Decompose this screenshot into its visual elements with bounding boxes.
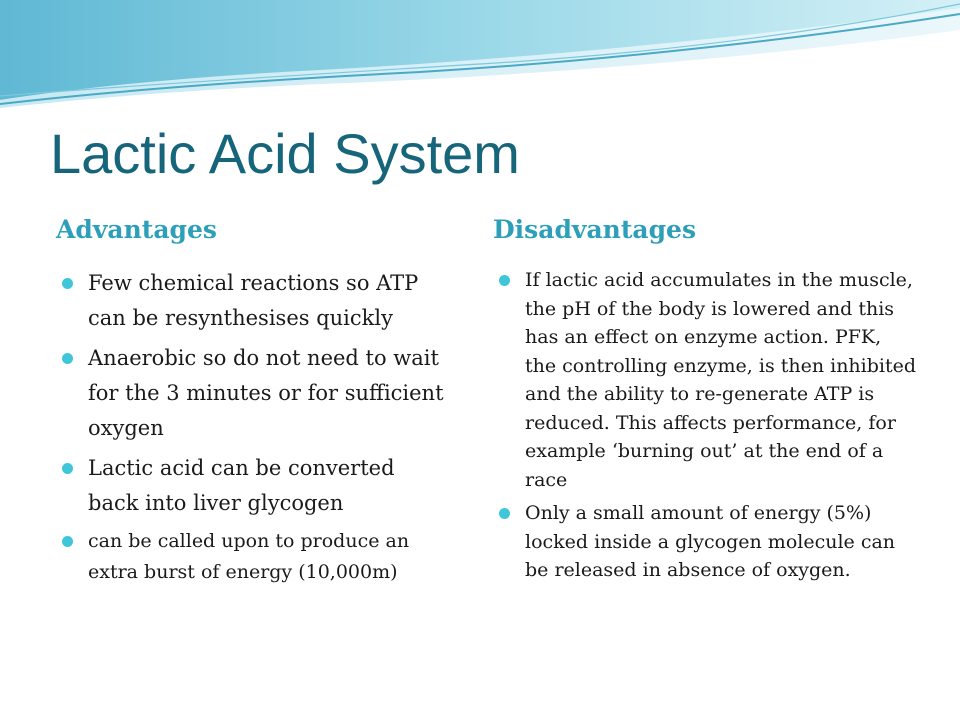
disadvantages-list [497, 266, 917, 590]
list-item [497, 499, 917, 585]
list-item-text: Few chemical reactions so ATP can be resynthesises quickly [88, 271, 419, 330]
list-item-text: Only a small amount of energy (5%) locked inside a glycogen molecule can be released in absence of oxygen. [525, 502, 896, 581]
bullet-icon [62, 353, 73, 364]
list-item-text: If lactic acid accumulates in the muscle, the pH of the body is lowered and this has an effect on enzyme action. PFK, the controlling enzyme, is then inhibited and the ability to re-generate ATP is reduced. This affects performance, for example ‘burning out’ at the end of a race [525, 269, 917, 491]
list-item [60, 341, 450, 446]
list-item [497, 266, 917, 494]
bullet-icon [62, 536, 73, 547]
advantages-list [60, 266, 450, 588]
list-item [60, 266, 450, 336]
list-item [60, 526, 450, 588]
page-title: Lactic Acid System [50, 122, 520, 185]
list-item-text: can be called upon to produce an extra burst of energy (10,000m) [88, 530, 410, 583]
list-item-text: Lactic acid can be converted back into liver glycogen [88, 456, 395, 515]
list-item [60, 451, 450, 521]
bullet-icon [62, 463, 73, 474]
disadvantages-heading: Disadvantages [493, 215, 697, 244]
bullet-icon [499, 275, 510, 286]
list-item-text: Anaerobic so do not need to wait for the 3 minutes or for sufficient oxygen [88, 346, 444, 440]
bullet-icon [499, 508, 510, 519]
header-wave-decoration [0, 0, 960, 110]
advantages-heading: Advantages [56, 215, 217, 244]
bullet-icon [62, 278, 73, 289]
